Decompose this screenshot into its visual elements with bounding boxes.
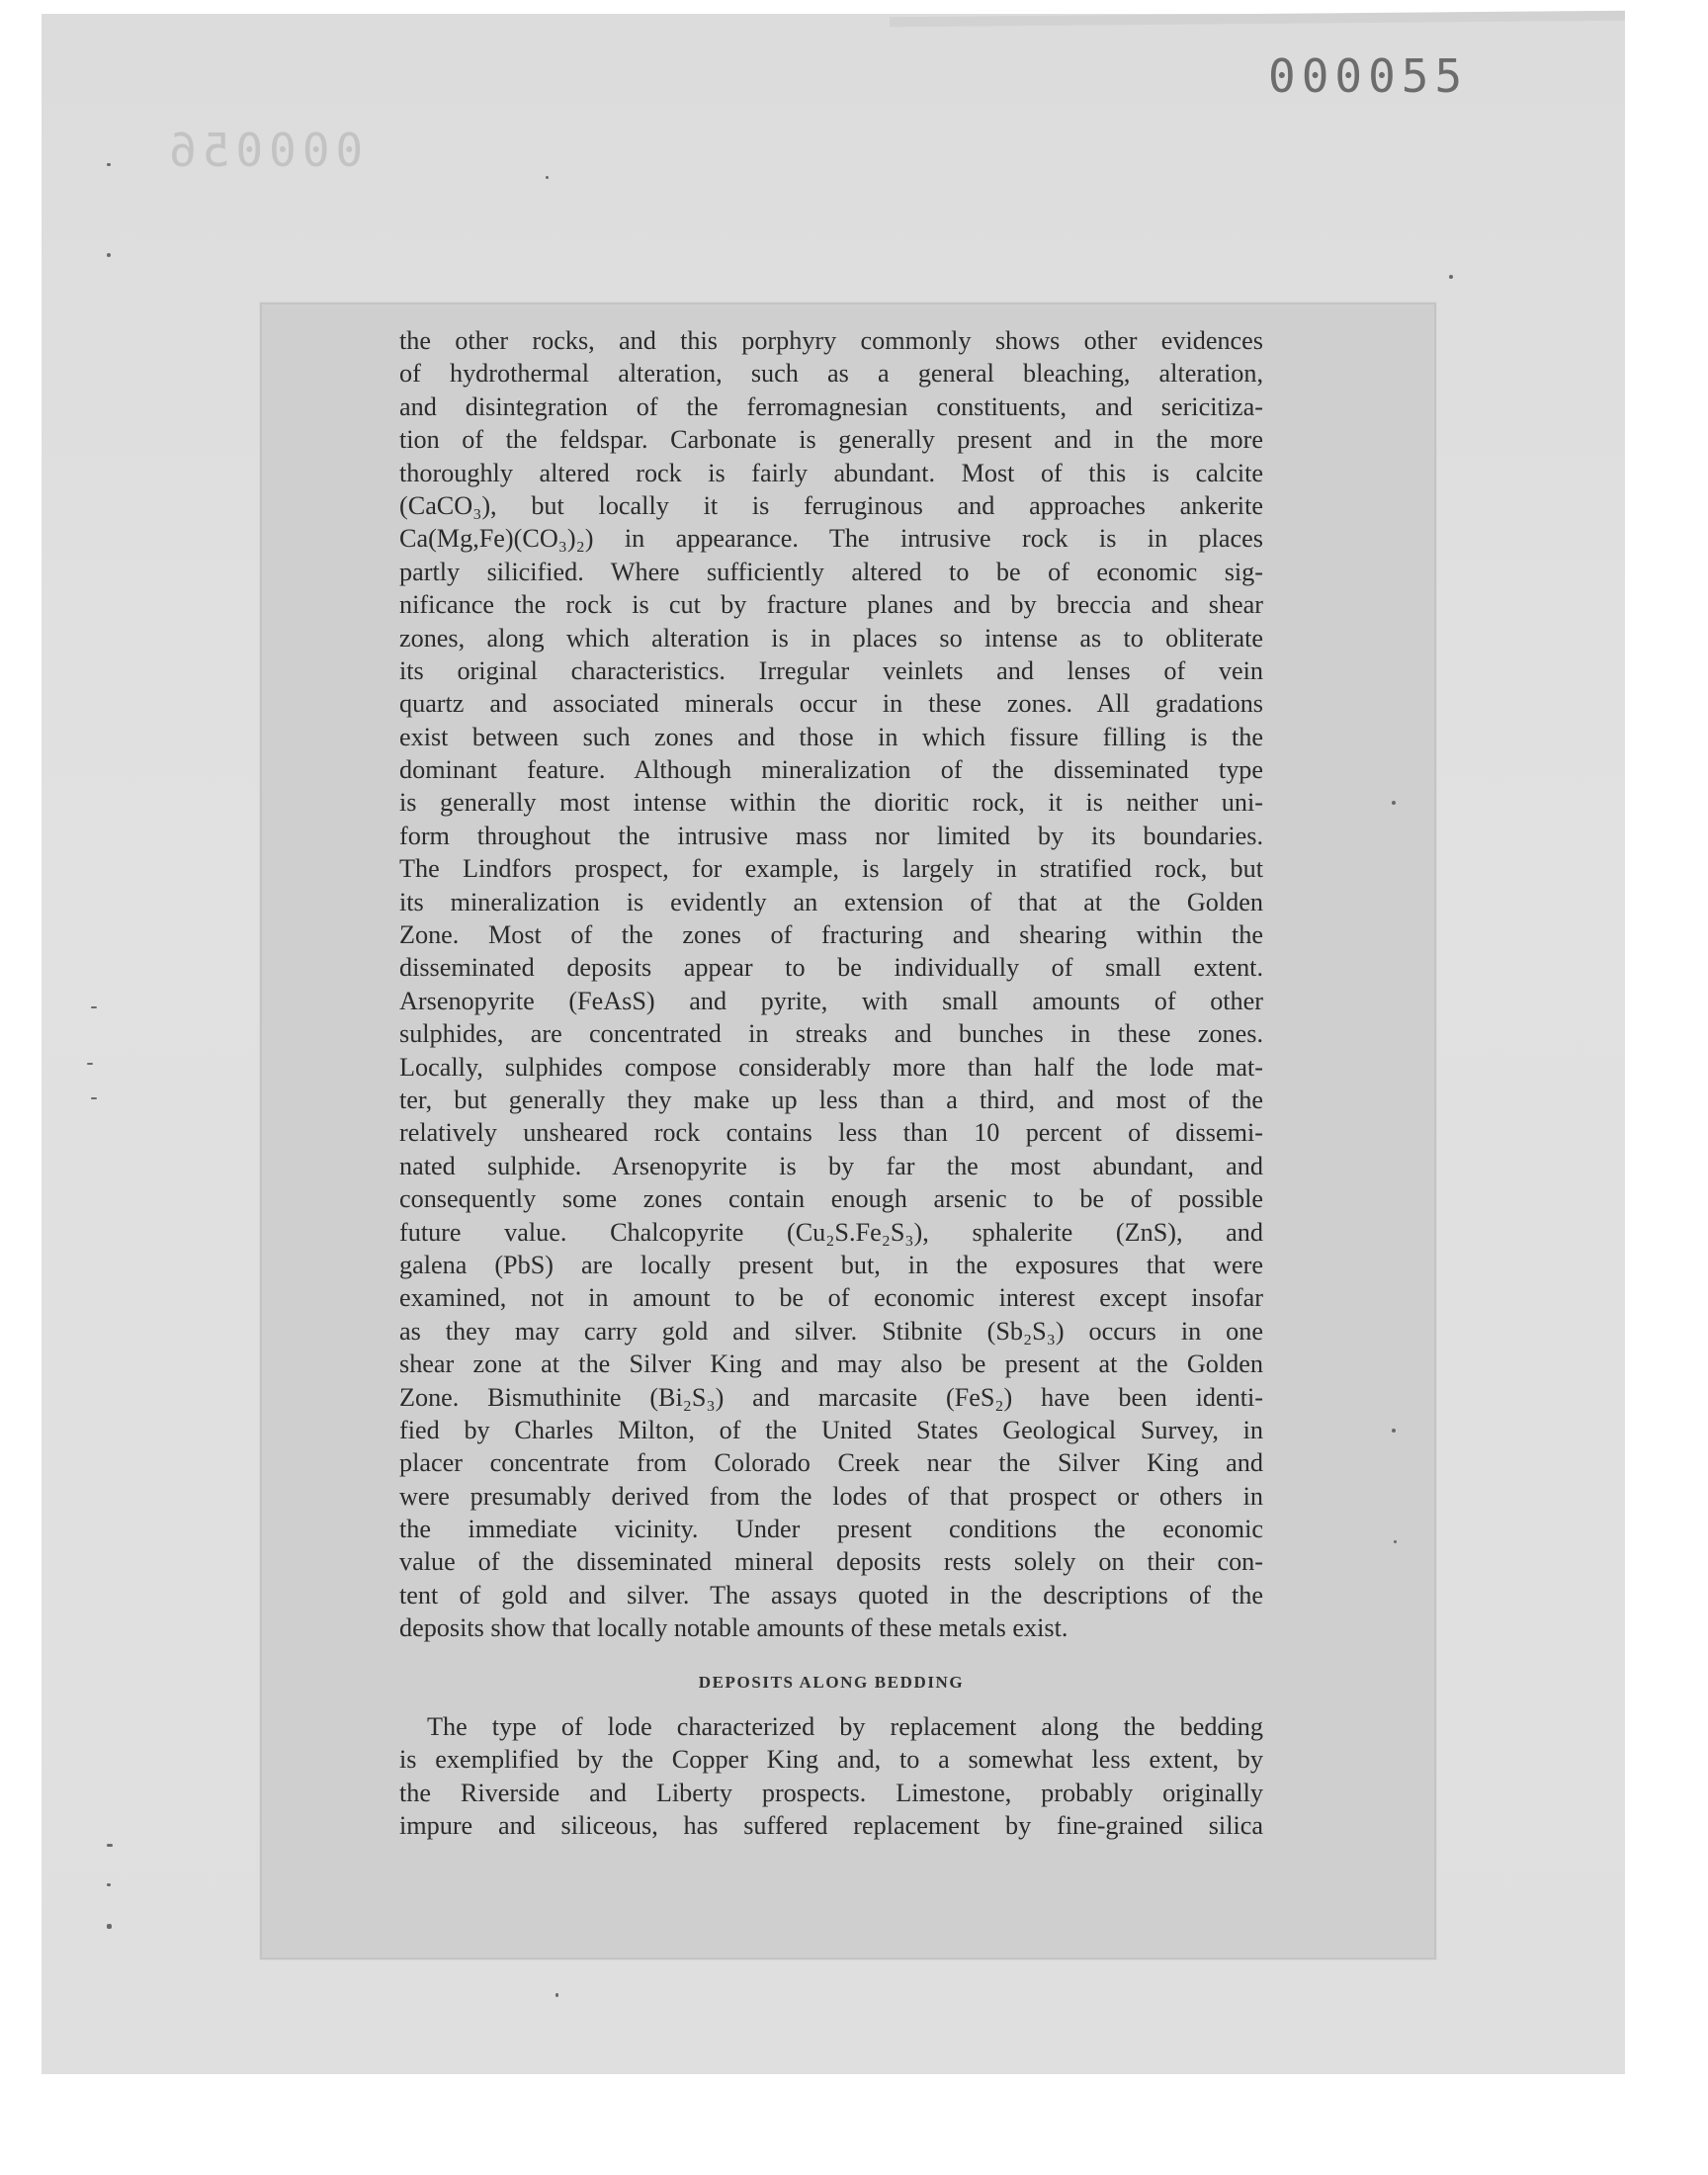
text-line: consequently some zones contain enough arsenic to be of possible [399,1184,1263,1214]
text-line: thoroughly altered rock is fairly abundant. Most of this is calcite [399,458,1263,487]
scan-speck [87,1063,93,1065]
section-heading: DEPOSITS ALONG BEDDING [698,1673,965,1692]
text-line: nated sulphide. Arsenopyrite is by far the most abundant, and [399,1151,1263,1180]
text-line: value of the disseminated mineral deposits rests solely on their con- [399,1547,1263,1577]
scan-speck [1392,801,1396,805]
text-line: Arsenopyrite (FeAsS) and pyrite, with small amounts of other [399,986,1263,1015]
text-line: disseminated deposits appear to be individually of small extent. [399,953,1263,983]
scan-speck [546,176,549,179]
text-line: fied by Charles Milton, of the United States Geological Survey, in [399,1415,1263,1444]
text-line: is generally most intense within the dioritic rock, it is neither uni- [399,788,1263,818]
bleed-through-page-number: 000056 [163,124,364,177]
scan-speck [107,253,111,257]
text-line: galena (PbS) are locally present but, in the exposures that were [399,1250,1263,1279]
text-line: its mineralization is evidently an extension of that at the Golden [399,887,1263,916]
text-line: deposits show that locally notable amounts of these metals exist. [399,1613,1068,1643]
text-line: partly silicified. Where sufficiently altered to be of economic sig- [399,557,1263,586]
text-line: exist between such zones and those in which fissure filling is the [399,722,1263,751]
text-line: were presumably derived from the lodes of that prospect or others in [399,1481,1263,1511]
text-line: the Riverside and Liberty prospects. Limestone, probably originally [399,1778,1263,1807]
scan-speck [91,1097,97,1099]
scan-speck [107,1883,111,1886]
scan-speck [1449,275,1453,279]
scan-speck [1392,1429,1396,1433]
text-line: impure and siliceous, has suffered replacement by fine-grained silica [399,1811,1263,1841]
text-line: the immediate vicinity. Under present conditions the economic [399,1515,1263,1544]
stamped-page-number: 000055 [1268,49,1469,103]
text-line: nificance the rock is cut by fracture planes and by breccia and shear [399,590,1263,620]
text-line: relatively unsheared rock contains less than 10 percent of dissemi- [399,1118,1263,1148]
text-line: dominant feature. Although mineralization of the disseminated type [399,755,1263,785]
text-line: Locally, sulphides compose considerably more than half the lode mat- [399,1052,1263,1082]
text-line: quartz and associated minerals occur in these zones. All gradations [399,689,1263,719]
body-paragraph-2 [399,1710,1263,1843]
scan-speck [107,1924,112,1929]
text-line: placer concentrate from Colorado Creek near the Silver King and [399,1448,1263,1478]
scan-speck [107,163,111,166]
text-line: sulphides, are concentrated in streaks and bunches in these zones. [399,1019,1263,1049]
text-line: form throughout the intrusive mass nor limited by its boundaries. [399,821,1263,850]
scan-speck [1394,1540,1397,1543]
text-line: Zone. Bismuthinite (Bi₂S₃) and marcasite (FeS₂) have been identi- [399,1382,1263,1412]
text-line: tion of the feldspar. Carbonate is generally present and in the more [399,425,1263,455]
document-page [260,303,1436,1959]
text-line: as they may carry gold and silver. Stibnite (Sb₂S₃) occurs in one [399,1316,1263,1346]
text-line: future value. Chalcopyrite (Cu₂S.Fe₂S₃), sphalerite (ZnS), and [399,1217,1263,1247]
text-line: and disintegration of the ferromagnesian constituents, and sericitiza- [399,392,1263,421]
text-line: of hydrothermal alteration, such as a general bleaching, alteration, [399,359,1263,389]
text-line: zones, along which alteration is in places so intense as to obliterate [399,623,1263,652]
text-line: Zone. Most of the zones of fracturing and shearing within the [399,920,1263,950]
text-line: (CaCO₃), but locally it is ferruginous and approaches ankerite [399,490,1263,520]
text-line: The type of lode characterized by replacement along the bedding [427,1712,1263,1741]
body-paragraph [399,324,1263,1645]
scan-speck [555,1993,558,1997]
scan-speck [107,1844,113,1847]
text-line: Ca(Mg,Fe)(CO₃)₂) in appearance. The intrusive rock is in places [399,524,1263,554]
text-line: The Lindfors prospect, for example, is largely in stratified rock, but [399,854,1263,884]
text-line: the other rocks, and this porphyry commonly shows other evidences [399,326,1263,355]
text-line: ter, but generally they make up less than a third, and most of the [399,1085,1263,1114]
text-line: shear zone at the Silver King and may also be present at the Golden [399,1349,1263,1379]
text-line: is exemplified by the Copper King and, to a somewhat less extent, by [399,1745,1263,1775]
text-line: examined, not in amount to be of economic interest except insofar [399,1283,1263,1313]
text-line: tent of gold and silver. The assays quoted in the descriptions of the [399,1580,1263,1610]
text-line: its original characteristics. Irregular veinlets and lenses of vein [399,655,1263,685]
scan-speck [91,1006,97,1008]
